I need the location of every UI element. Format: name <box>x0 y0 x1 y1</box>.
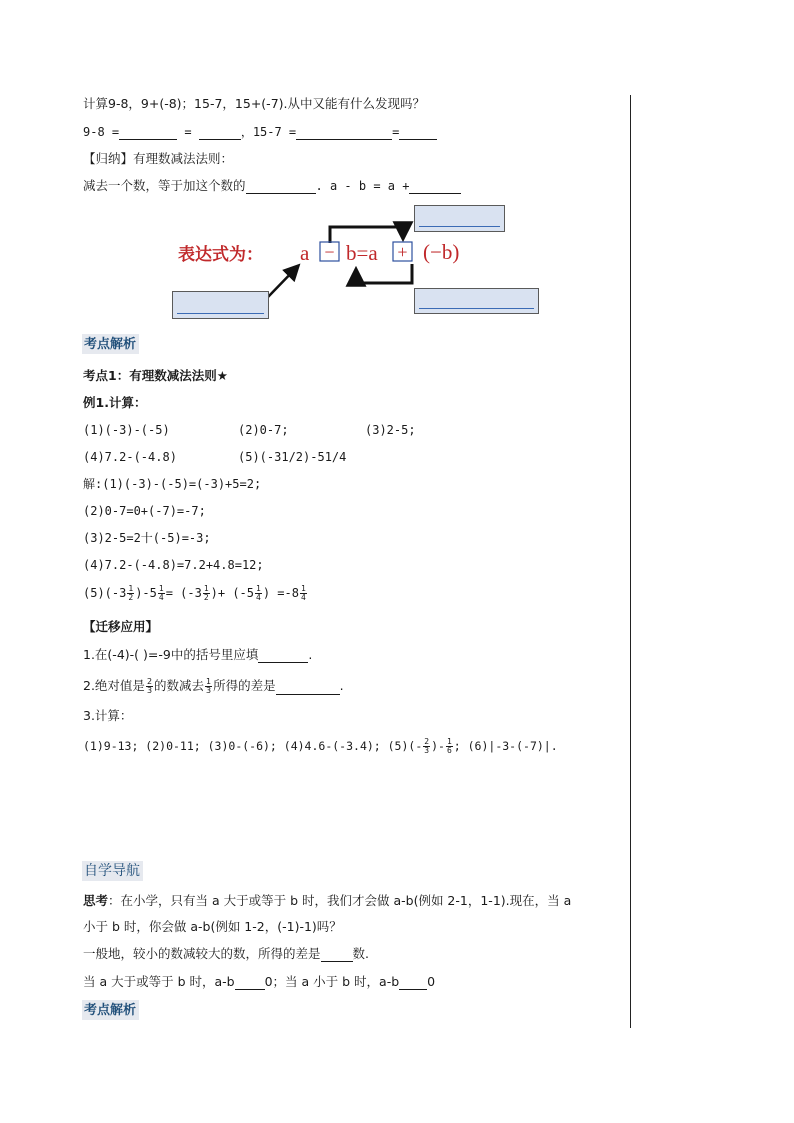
apply-title: 【迁移应用】 <box>83 619 159 634</box>
q5: (5)(-31/2)-51/4 <box>238 450 347 464</box>
blank-general[interactable] <box>321 949 353 962</box>
fraction: $\frac{1}{4}$ <box>158 584 164 602</box>
fraction: $\frac{1}{4}$ <box>300 584 306 602</box>
apply2-text-c: 所得的差是 <box>213 678 276 693</box>
apply3-text-a: (1)9-13; (2)0-11; (3)0-(-6); (4)4.6-(-3.4); (5)(- <box>83 739 423 753</box>
arrow-neg-b-to-b <box>356 264 412 283</box>
q2: (2)0-7; <box>238 423 289 437</box>
fill-text-1: 9-8 = <box>83 125 120 139</box>
formula-diagram <box>0 0 794 340</box>
rule-formula-text: . a - b = a + <box>315 179 410 193</box>
general-suffix: 数. <box>352 946 369 961</box>
apply-3-title: 3.计算： <box>83 708 133 723</box>
answer-1: 解:(1)(-3)-(-5)=(-3)+5=2; <box>83 477 262 491</box>
fraction: $\frac{1}{4}$ <box>256 584 261 602</box>
think-line-1 <box>83 893 571 909</box>
think-label: 思考 <box>83 893 109 908</box>
ans5-part-a: (5)(-3 <box>83 586 127 600</box>
section-title-analysis: 考点解析 <box>82 334 139 354</box>
apply2-text-b: 的数减去 <box>154 678 205 693</box>
formula-label: 表达式为： <box>178 245 263 265</box>
apply-3-items <box>83 738 558 755</box>
q1: (1)(-3)-(-5) <box>83 423 170 437</box>
blank-apply1[interactable] <box>258 650 308 663</box>
general-line <box>83 946 369 962</box>
fraction: $\frac{1}{2}$ <box>128 584 134 602</box>
arrow-box-to-a <box>268 266 298 297</box>
answer-4: (4)7.2-(-4.8)=7.2+4.8=12; <box>83 558 264 572</box>
formula-neg-b: (−b) <box>423 240 460 264</box>
ans5-part-d: )+ (-5 <box>210 586 255 600</box>
apply2-text-a: 2.绝对值是 <box>83 678 145 693</box>
answer-5 <box>83 585 308 602</box>
point1-text: 考点1：有理数减法法则 <box>83 368 217 383</box>
compare-text-c: 0 <box>427 974 436 989</box>
blank-compare-1[interactable] <box>235 977 265 990</box>
rule-text: 减去一个数，等于加这个数的 <box>83 178 246 193</box>
blank-compare-2[interactable] <box>399 977 427 990</box>
fraction: $\frac{2}{3}$ <box>424 737 430 755</box>
think-line-2: 小于 b 时，你会做 a-b(例如 1-2，(-1)-1)吗？ <box>83 919 342 934</box>
ans5-part-c: = (-3 <box>165 586 202 600</box>
section-title-self-study: 自学导航 <box>82 861 143 881</box>
fill-text-4: = <box>392 125 400 139</box>
fraction: $\frac{1}{2}$ <box>203 584 209 602</box>
summary-title: 【归纳】有理数减法法则： <box>83 151 234 166</box>
compare-text-a: 当 a 大于或等于 b 时，a-b <box>83 974 235 989</box>
apply3-text-c: ; (6)|-3-(-7)|. <box>453 739 558 753</box>
apply2-period: . <box>339 678 344 693</box>
fraction: $\frac{1}{6}$ <box>446 737 452 755</box>
blank-apply2[interactable] <box>276 682 340 695</box>
answer-box-left[interactable] <box>172 291 269 319</box>
general-text: 一般地，较小的数减较大的数，所得的差是 <box>83 946 321 961</box>
answer-2: (2)0-7=0+(-7)=-7; <box>83 504 206 518</box>
ans5-part-e: ) =-8 <box>262 586 299 600</box>
intro-question: 计算9-8，9+(-8)；15-7，15+(-7).从中又能有什么发现吗？ <box>83 96 425 111</box>
formula-b-eq-a: b=a <box>346 241 378 265</box>
formula-a: a <box>300 241 310 265</box>
apply3-text-b: )- <box>431 739 445 753</box>
star-icon: ★ <box>216 368 228 383</box>
fraction: $\frac{1}{3}$ <box>206 677 212 695</box>
section-title-analysis-2: 考点解析 <box>82 1000 139 1020</box>
formula-plus: + <box>397 242 408 262</box>
formula-minus: − <box>324 242 335 262</box>
q4: (4)7.2-(-4.8) <box>83 450 177 464</box>
think-text-1: ：在小学，只有当 a 大于或等于 b 时，我们才会做 a-b(例如 2-1，1-1).现在，当 a <box>108 893 572 908</box>
answer-3: (3)2-5=2十(-5)=-3; <box>83 531 211 545</box>
point1-title <box>83 368 228 384</box>
apply-1 <box>83 647 312 663</box>
example-title: 例1.计算： <box>83 395 147 410</box>
answer-box-top[interactable] <box>414 205 505 232</box>
compare-line <box>83 974 435 990</box>
q3: (3)2-5; <box>365 423 416 437</box>
apply1-period: . <box>308 647 313 662</box>
apply-2 <box>83 678 344 695</box>
fraction: $\frac{2}{3}$ <box>146 677 153 695</box>
compare-text-b: 0；当 a 小于 b 时，a-b <box>264 974 400 989</box>
ans5-part-b: )-5 <box>135 586 157 600</box>
fill-text-3: ，15-7 = <box>240 125 297 139</box>
fill-text-2: = <box>177 125 199 139</box>
answer-box-right[interactable] <box>414 288 539 314</box>
apply1-text: 1.在(-4)-( )=-9中的括号里应填 <box>83 647 259 662</box>
